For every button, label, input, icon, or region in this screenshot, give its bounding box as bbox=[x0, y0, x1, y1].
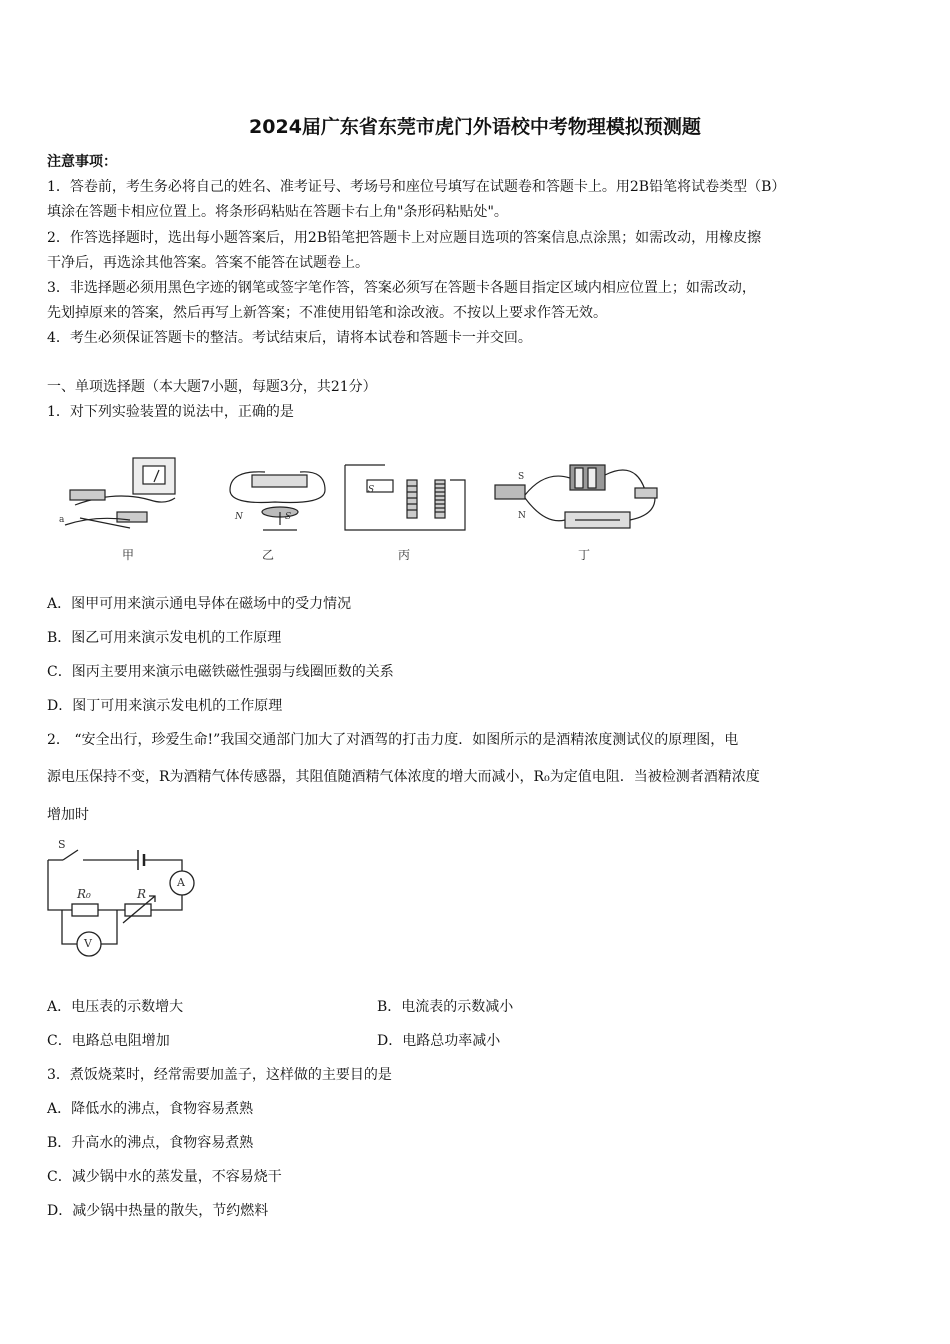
figure-mark-s: S bbox=[285, 512, 292, 522]
option-a: A．电压表的示数增大 bbox=[47, 999, 184, 1015]
notice-line: 3．非选择题必须用黑色字迹的钢笔或签字笔作答，答案必须写在答题卡各题目指定区域内相应位置上；如需改动， bbox=[47, 280, 756, 296]
notice-line: 1．答卷前，考生务必将自己的姓名、准考证号、考场号和座位号填写在试题卷和答题卡上。用2B铅笔将试卷类型（B） bbox=[47, 179, 786, 195]
r0-label: R₀ bbox=[77, 887, 91, 901]
question-stem-line: 增加时 bbox=[47, 807, 89, 823]
option-d: D．图丁可用来演示发电机的工作原理 bbox=[47, 698, 283, 714]
section-heading: 一、单项选择题（本大题7小题，每题3分，共21分） bbox=[47, 379, 377, 395]
voltmeter-symbol: V bbox=[84, 937, 92, 950]
option-c: C．图丙主要用来演示电磁铁磁性强弱与线圈匝数的关系 bbox=[47, 664, 394, 680]
option-d: D．电路总功率减小 bbox=[377, 1033, 501, 1049]
option-d: D．减少锅中热量的散失，节约燃料 bbox=[47, 1203, 269, 1219]
question-stem-line: 2． “安全出行，珍爱生命!”我国交通部门加大了对酒驾的打击力度．如图所示的是酒精浓度测试仪的原理图，电 bbox=[47, 732, 739, 748]
switch-blade bbox=[63, 850, 78, 860]
figure-label-bing: 丙 bbox=[398, 548, 411, 562]
option-a: A．降低水的沸点，食物容易煮熟 bbox=[47, 1101, 254, 1117]
figure-mark-s-bing: S bbox=[368, 485, 375, 495]
figure-label-yi: 乙 bbox=[262, 548, 275, 562]
question-stem-line: 源电压保持不变，R为酒精气体传感器，其阻值随酒精气体浓度的增大而减小，R₀为定值电阻．当被检测者酒精浓度 bbox=[47, 769, 760, 785]
figure-mark-n: N bbox=[235, 512, 243, 522]
figure-label-ding: 丁 bbox=[578, 548, 591, 562]
option-c: C．电路总电阻增加 bbox=[47, 1033, 170, 1049]
notice-heading: 注意事项： bbox=[47, 154, 117, 170]
ammeter-symbol: A bbox=[177, 876, 185, 889]
figure-jia-galvanometer-setup bbox=[65, 458, 175, 528]
notice-line: 先划掉原来的答案，然后再写上新答案；不准使用铅笔和涂改液。不按以上要求作答无效。 bbox=[47, 305, 607, 321]
switch-label: S bbox=[58, 838, 66, 851]
figure-bing-electromagnets bbox=[345, 465, 465, 530]
notice-line: 4．考生必须保证答题卡的整洁。考试结束后，请将本试卷和答题卡一并交回。 bbox=[47, 330, 532, 346]
notice-line: 填涂在答题卡相应位置上。将条形码粘贴在答题卡右上角"条形码粘贴处"。 bbox=[47, 204, 508, 220]
question-stem: 3．煮饭烧菜时，经常需要加盖子，这样做的主要目的是 bbox=[47, 1067, 392, 1083]
option-a: A．图甲可用来演示通电导体在磁场中的受力情况 bbox=[47, 596, 352, 612]
q2-circuit-diagram bbox=[45, 838, 205, 963]
notice-line: 干净后，再选涂其他答案。答案不能答在试题卷上。 bbox=[47, 255, 369, 271]
r-label: R bbox=[137, 887, 147, 901]
page-title: 2024届广东省东莞市虎门外语校中考物理模拟预测题 bbox=[249, 116, 701, 138]
figure-yi-compass-coil bbox=[230, 472, 325, 530]
option-c: C．减少锅中水的蒸发量，不容易烧干 bbox=[47, 1169, 282, 1185]
figure-label-jia: 甲 bbox=[122, 548, 135, 562]
figure-mark-n-ding: N bbox=[518, 511, 526, 521]
question-stem: 1．对下列实验装置的说法中，正确的是 bbox=[47, 404, 294, 420]
option-b: B．图乙可用来演示发电机的工作原理 bbox=[47, 630, 282, 646]
option-b: B．电流表的示数减小 bbox=[377, 999, 514, 1015]
notice-line: 2．作答选择题时，选出每小题答案后，用2B铅笔把答题卡上对应题目选项的答案信息点涂黑；如需改动，用橡皮擦 bbox=[47, 230, 762, 246]
figure-mark-s-ding: S bbox=[518, 472, 525, 482]
figure-mark-a: a bbox=[59, 515, 65, 525]
option-b: B．升高水的沸点，食物容易煮熟 bbox=[47, 1135, 254, 1151]
